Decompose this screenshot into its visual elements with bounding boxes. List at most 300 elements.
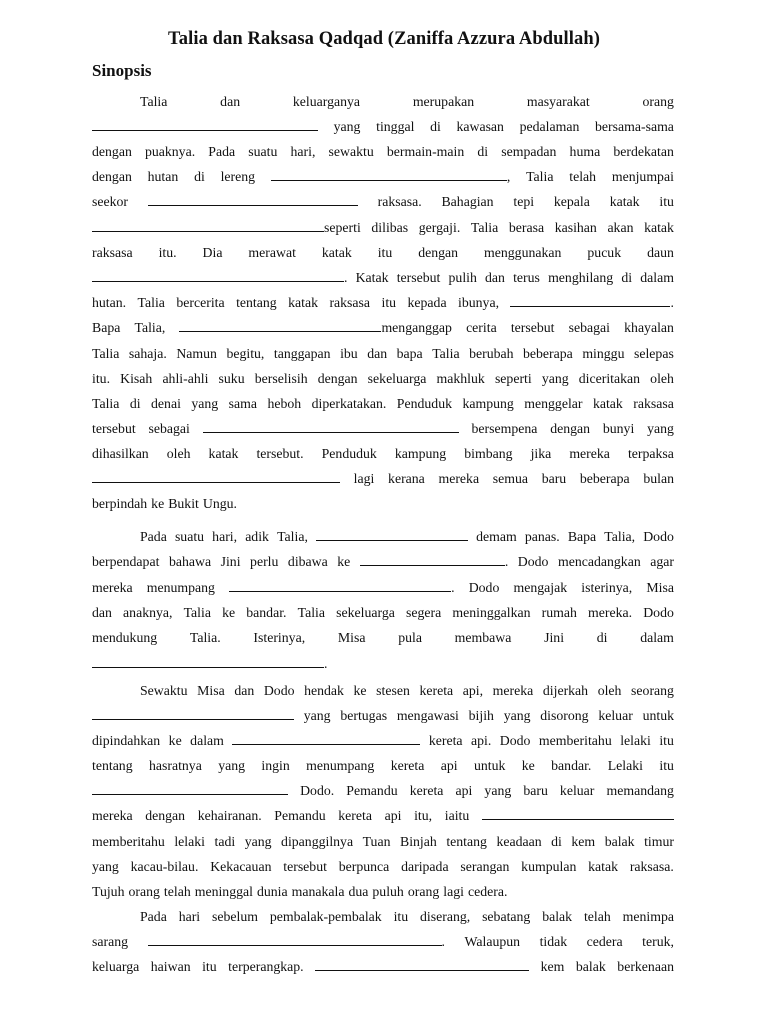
word: kampung: [462, 396, 514, 411]
word: berasa: [508, 220, 545, 235]
word: rumah: [541, 605, 577, 620]
word: itu: [202, 959, 217, 974]
word: bertugas: [340, 708, 388, 723]
word: memberitahu: [538, 733, 612, 748]
word: Misa: [337, 630, 366, 645]
word: dengan: [317, 371, 358, 386]
word: Talia: [432, 346, 460, 361]
word: Talia: [137, 295, 165, 310]
fill-in-blank[interactable]: [92, 706, 294, 720]
word: Talia: [183, 605, 211, 620]
word: Jini: [220, 554, 241, 569]
word: untuk: [642, 708, 674, 723]
fill-in-blank-group: [148, 192, 358, 212]
word: Talia: [526, 169, 554, 184]
fill-in-blank-group: [92, 781, 288, 801]
fill-in-blank[interactable]: [148, 192, 358, 206]
word: balak: [604, 834, 635, 849]
text-line: [92, 706, 674, 726]
word: ke: [353, 683, 367, 698]
fill-in-blank[interactable]: [179, 318, 381, 332]
word: Binjah: [400, 834, 437, 849]
word: .: [344, 270, 348, 285]
word: masyarakat: [526, 94, 590, 109]
word: puluh: [372, 884, 404, 899]
word: sewaktu: [328, 144, 374, 159]
word: Tujuh: [92, 884, 125, 899]
text-line: [92, 957, 674, 977]
word: ke: [521, 758, 535, 773]
word: Talia.: [189, 630, 221, 645]
word: bersempena: [471, 421, 538, 436]
word: tentang: [446, 834, 487, 849]
word: Talia,: [277, 529, 308, 544]
word: tersebut: [283, 859, 327, 874]
word: .: [451, 580, 455, 595]
word: diserang,: [420, 909, 471, 924]
text-line: [92, 268, 674, 288]
fill-in-blank-group: [92, 117, 318, 137]
word: puaknya.: [144, 144, 196, 159]
word: diceritakan: [578, 371, 641, 386]
word: katak: [588, 859, 619, 874]
word: anaknya,: [123, 605, 173, 620]
word: Misa: [646, 580, 674, 595]
word: Misa: [197, 683, 225, 698]
word: itu: [659, 194, 674, 209]
word: itu.: [92, 371, 111, 386]
word: semua: [492, 471, 529, 486]
word: telah: [583, 909, 611, 924]
text-line: [92, 781, 674, 801]
word: orang: [407, 884, 440, 899]
word: Sewaktu: [140, 683, 188, 698]
word: menimpa: [622, 909, 674, 924]
text-line: [92, 882, 674, 902]
word: oleh: [650, 371, 674, 386]
word: ke: [222, 605, 236, 620]
word: Dodo: [643, 605, 674, 620]
word: diperkatakan.: [311, 396, 387, 411]
word: mencadangkan: [557, 554, 641, 569]
word: katak: [592, 396, 623, 411]
word: perlu: [250, 554, 279, 569]
word: iaitu: [444, 808, 470, 823]
word: api: [384, 808, 402, 823]
text-line: [92, 552, 674, 572]
word: Bukit: [168, 496, 199, 511]
word: haiwan: [150, 959, 191, 974]
word: Lelaki: [607, 758, 643, 773]
word: .: [504, 554, 509, 569]
word: hari: [178, 909, 201, 924]
word: untuk: [473, 758, 506, 773]
word: mereka.: [588, 605, 633, 620]
document-title: Talia dan Raksasa Qadqad (Zaniffa Azzura Abdullah): [168, 29, 600, 49]
word: segera: [406, 605, 442, 620]
word: mereka: [492, 683, 534, 698]
fill-in-blank-group: [316, 527, 468, 547]
fill-in-blank[interactable]: [482, 806, 674, 820]
text-line: [92, 857, 674, 877]
word: terus: [513, 270, 540, 285]
word: pembalak-pembalak: [269, 909, 382, 924]
word: ,: [506, 169, 511, 184]
word: oleh: [166, 446, 191, 461]
word: berubah: [469, 346, 514, 361]
word: tanggapan: [273, 346, 331, 361]
word: dihasilkan: [92, 446, 149, 461]
word: Pemandu: [274, 808, 326, 823]
word: hutan.: [92, 295, 127, 310]
word: hendak: [304, 683, 344, 698]
word: Pada: [140, 909, 167, 924]
word: hutan: [147, 169, 179, 184]
word: Talia: [92, 346, 120, 361]
word: demam: [476, 529, 517, 544]
word: suatu: [248, 144, 278, 159]
word: disorong: [540, 708, 589, 723]
word: raksasa.: [629, 859, 674, 874]
word: minggu: [582, 346, 625, 361]
word: mereka: [92, 808, 133, 823]
fill-in-blank-group: [92, 469, 340, 489]
word: tentang: [92, 758, 133, 773]
word: bijih: [468, 708, 494, 723]
word: Talia,: [604, 529, 636, 544]
text-line: [92, 419, 674, 439]
fill-in-blank[interactable]: [271, 167, 507, 181]
word: baru: [523, 783, 548, 798]
text-line: [92, 192, 674, 212]
word: adik: [245, 529, 269, 544]
word: begitu,: [226, 346, 265, 361]
word: menumpang: [146, 580, 215, 595]
word: tentang: [236, 295, 277, 310]
word: berselisih: [254, 371, 308, 386]
word: dan: [220, 94, 241, 109]
word: serangan: [460, 859, 510, 874]
word: yang: [541, 371, 569, 386]
word: beberapa: [523, 346, 573, 361]
word: bunyi: [602, 421, 635, 436]
word: dan: [234, 683, 255, 698]
word: api,: [462, 683, 484, 698]
word: dua: [348, 884, 369, 899]
word: tidak: [539, 934, 568, 949]
text-line: [92, 218, 674, 238]
word: hari,: [290, 144, 316, 159]
word: dengan: [92, 169, 132, 184]
word: gergaji.: [418, 220, 461, 235]
fill-in-blank-group: [179, 318, 452, 338]
word: pucuk: [587, 245, 622, 260]
word: sekeluarga: [367, 371, 427, 386]
word: balak: [575, 959, 606, 974]
word: daun: [647, 245, 674, 260]
word: agar: [650, 554, 674, 569]
fill-in-blank-group: [92, 268, 347, 288]
word: sebelum: [212, 909, 258, 924]
word: meninggal: [194, 884, 253, 899]
text-line: [92, 369, 674, 389]
word: selepas: [633, 346, 674, 361]
word: Talia: [92, 396, 120, 411]
fill-in-blank-group: [315, 957, 529, 977]
word: sebagai: [568, 320, 611, 335]
word: timur: [644, 834, 674, 849]
word: tersebut: [510, 320, 555, 335]
word: telah: [569, 169, 597, 184]
word: raksasa: [329, 295, 371, 310]
word: keluar: [559, 783, 595, 798]
word: Dodo: [263, 683, 295, 698]
fill-in-blank-group: [482, 806, 674, 826]
word: .: [441, 934, 445, 949]
word: kumpulan: [521, 859, 577, 874]
word: katak: [644, 220, 674, 235]
text-line: [92, 731, 674, 751]
word: oleh: [597, 683, 622, 698]
word: dibawa: [287, 554, 328, 569]
word: itu: [393, 909, 409, 924]
word: membawa: [454, 630, 512, 645]
fill-in-blank-group: [148, 932, 445, 952]
fill-in-blank[interactable]: [148, 932, 442, 946]
word: heboh: [267, 396, 302, 411]
word: Pada: [208, 144, 236, 159]
word: ke: [337, 554, 351, 569]
word: sahaja.: [128, 346, 167, 361]
text-line: [140, 681, 674, 701]
word: sempadan: [501, 144, 557, 159]
word: di: [596, 630, 608, 645]
word: Dodo: [517, 554, 549, 569]
word: itu: [381, 295, 397, 310]
word: lagi: [443, 884, 464, 899]
word: kereta: [409, 783, 444, 798]
word: ingin: [261, 758, 290, 773]
text-line: [140, 907, 674, 927]
word: Pemandu: [346, 783, 398, 798]
word: akan: [607, 220, 634, 235]
word: manakala: [291, 884, 345, 899]
word: raksasa: [92, 245, 133, 260]
word: lelaki: [620, 733, 651, 748]
word: kereta: [428, 733, 463, 748]
word: ibunya,: [458, 295, 500, 310]
word: berpunca: [338, 859, 390, 874]
word: Talia: [470, 220, 499, 235]
word: dipindahkan: [92, 733, 161, 748]
word: di: [129, 396, 141, 411]
word: mengawasi: [396, 708, 459, 723]
word: katak: [321, 245, 352, 260]
fill-in-blank[interactable]: [92, 117, 318, 131]
text-line: [92, 117, 674, 137]
word: merupakan: [412, 94, 475, 109]
text-line: [92, 578, 674, 598]
fill-in-blank-group: [203, 419, 459, 439]
word: dunia: [256, 884, 288, 899]
fill-in-blank[interactable]: [316, 527, 468, 541]
word: Pada: [140, 529, 167, 544]
text-line: [92, 494, 674, 514]
word: cerita: [466, 320, 497, 335]
text-line: [92, 603, 674, 623]
word: Talia: [297, 605, 326, 620]
word: dalam: [640, 270, 674, 285]
word: berpindah: [92, 496, 148, 511]
word: di: [551, 834, 562, 849]
word: bandar.: [551, 758, 592, 773]
word: Dodo: [468, 580, 500, 595]
text-line: [92, 293, 674, 313]
word: raksasa: [633, 396, 674, 411]
text-line: [92, 318, 674, 338]
word: Walaupun: [464, 934, 521, 949]
word: sebatang: [482, 909, 531, 924]
word: bandar.: [246, 605, 287, 620]
word: panas.: [524, 529, 560, 544]
word: orang: [642, 94, 674, 109]
word: kacau-bilau.: [130, 859, 199, 874]
text-line: [140, 527, 674, 547]
fill-in-blank-group: [360, 552, 508, 572]
text-line: [92, 628, 674, 648]
word: sekeluarga: [336, 605, 395, 620]
word: di: [621, 270, 633, 285]
fill-in-blank[interactable]: [360, 552, 505, 566]
word: kereta: [419, 683, 454, 698]
fill-in-blank-group: [92, 218, 361, 238]
word: dengan: [418, 245, 459, 260]
word: kawasan: [456, 119, 504, 134]
word: keadaan: [496, 834, 542, 849]
word: huma: [569, 144, 601, 159]
word: Penduduk: [321, 446, 377, 461]
word: bulan: [643, 471, 674, 486]
fill-in-blank[interactable]: [315, 957, 529, 971]
word: Ungu.: [202, 496, 237, 511]
fill-in-blank[interactable]: [92, 268, 344, 282]
word: dijerkah: [542, 683, 589, 698]
word: Tuan: [362, 834, 391, 849]
word: tinggal: [376, 119, 415, 134]
word: ahli-ahli: [162, 371, 209, 386]
word: makhluk: [436, 371, 485, 386]
fill-in-blank[interactable]: [92, 781, 288, 795]
word: itu,: [414, 808, 433, 823]
word: seperti: [324, 220, 361, 235]
word: bahawa: [168, 554, 212, 569]
word: keluarganya: [292, 94, 361, 109]
fill-in-blank-group: [92, 654, 327, 674]
text-line: [140, 92, 674, 112]
word: dilibas: [371, 220, 409, 235]
word: menumpang: [306, 758, 375, 773]
word: kepala: [553, 194, 590, 209]
word: itu: [377, 245, 393, 260]
word: katak: [609, 194, 640, 209]
fill-in-blank[interactable]: [232, 731, 420, 745]
word: seperti: [494, 371, 532, 386]
fill-in-blank-group: [229, 578, 454, 598]
word: sarang: [92, 934, 129, 949]
word: di: [430, 119, 441, 134]
word: ibu: [340, 346, 358, 361]
word: lelaki: [174, 834, 205, 849]
word: yang: [484, 783, 512, 798]
fill-in-blank[interactable]: [510, 293, 670, 307]
word: suku: [218, 371, 245, 386]
word: stesen: [376, 683, 410, 698]
word: Penduduk: [396, 396, 452, 411]
word: dengan: [145, 808, 186, 823]
word: menjumpai: [611, 169, 674, 184]
word: beberapa: [579, 471, 630, 486]
word: menggelar: [524, 396, 583, 411]
word: api: [440, 758, 458, 773]
text-line: [92, 756, 674, 776]
section-heading: Sinopsis: [92, 61, 152, 80]
text-line: [92, 344, 674, 364]
word: kem: [571, 834, 596, 849]
word: mendukung: [92, 630, 158, 645]
word: tersebut: [92, 421, 136, 436]
word: mereka: [438, 471, 480, 486]
word: terperangkap.: [228, 959, 304, 974]
word: katak: [208, 446, 239, 461]
word: katak: [288, 295, 318, 310]
word: yang: [244, 834, 272, 849]
fill-in-blank[interactable]: [203, 419, 459, 433]
word: bapa: [396, 346, 423, 361]
word: yang: [333, 119, 361, 134]
word: bersama-sama: [595, 119, 674, 134]
word: pedalaman: [519, 119, 580, 134]
word: itu: [659, 758, 674, 773]
word: cedera: [586, 934, 623, 949]
word: keluarga: [92, 959, 140, 974]
fill-in-blank[interactable]: [92, 469, 340, 483]
fill-in-blank[interactable]: [92, 654, 324, 668]
word: dan: [92, 605, 112, 620]
word: mereka: [569, 446, 610, 461]
word: lagi: [353, 471, 375, 486]
word: Dodo.: [300, 783, 335, 798]
word: itu.: [158, 245, 177, 260]
fill-in-blank[interactable]: [229, 578, 451, 592]
word: yang: [191, 396, 219, 411]
word: ke: [168, 733, 182, 748]
word: bimbang: [464, 446, 513, 461]
word: berdekatan: [613, 144, 674, 159]
word: Kekacauan: [210, 859, 272, 874]
fill-in-blank[interactable]: [92, 218, 324, 232]
word: tersebut: [396, 270, 441, 285]
word: dengan: [92, 144, 132, 159]
word: yang: [503, 708, 531, 723]
word: dan: [485, 270, 505, 285]
word: tersebut.: [256, 446, 304, 461]
word: terpaksa: [627, 446, 674, 461]
word: daripada: [401, 859, 449, 874]
word: api.: [471, 733, 492, 748]
fill-in-blank-group: [232, 731, 420, 751]
word: Katak: [355, 270, 389, 285]
word: merawat: [248, 245, 296, 260]
